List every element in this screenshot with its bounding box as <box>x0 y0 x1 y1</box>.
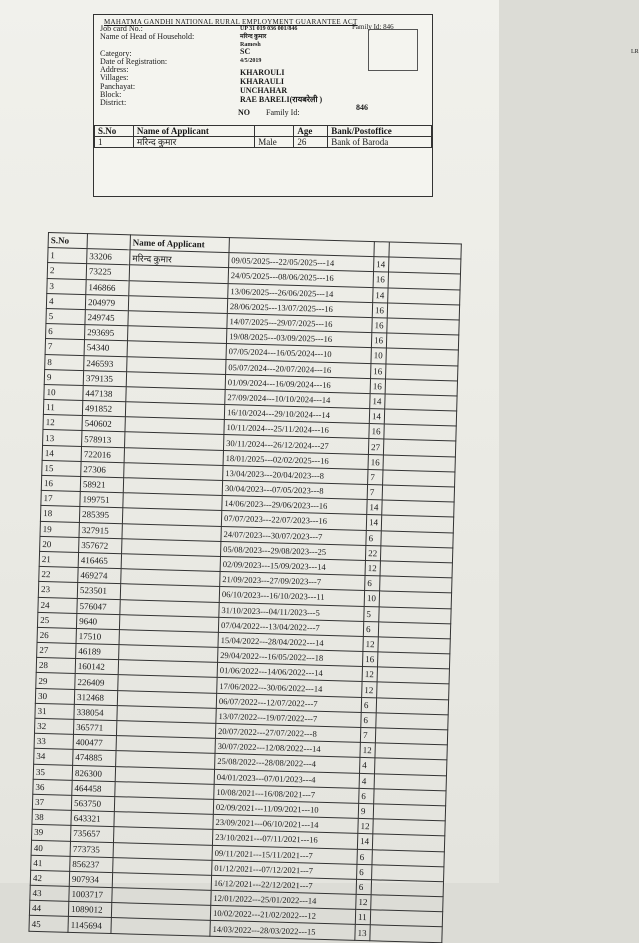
work-days: 6 <box>361 712 376 728</box>
work-job-no: 54340 <box>84 340 127 356</box>
work-job-no: 491852 <box>82 401 125 417</box>
work-sno: 39 <box>32 825 71 841</box>
work-job-no: 464458 <box>72 780 115 796</box>
work-period: 25/08/2022---28/08/2022---4 <box>215 754 360 773</box>
work-sno: 6 <box>46 324 85 340</box>
work-job-no: 1089012 <box>68 902 111 918</box>
work-period: 02/09/2021---11/09/2021---10 <box>213 799 358 818</box>
work-job-no: 469274 <box>78 568 121 584</box>
work-period: 06/10/2023---16/10/2023---11 <box>219 587 364 606</box>
work-sno: 2 <box>47 263 86 279</box>
work-job-no: 907934 <box>69 871 112 887</box>
work-job-no: 17510 <box>76 628 119 644</box>
work-period: 05/08/2023---29/08/2023---25 <box>221 541 366 560</box>
work-period: 28/06/2025---13/07/2025---16 <box>227 298 372 317</box>
work-days: 13 <box>355 925 370 941</box>
work-job-no: 327915 <box>79 522 122 538</box>
work-job-no: 246593 <box>84 355 127 371</box>
work-period: 19/08/2025---03/09/2025---16 <box>226 329 371 348</box>
family-id2-label: Family Id: <box>266 108 300 117</box>
field-value: मरिन्द कुमार <box>240 34 267 40</box>
work-sno: 27 <box>37 642 76 658</box>
work-job-no: 365771 <box>73 719 116 735</box>
work-sno: 34 <box>34 749 73 765</box>
header-cell: S.No <box>95 126 134 137</box>
work-sno: 7 <box>45 339 84 355</box>
work-sno: 24 <box>38 597 77 613</box>
work-sno: 30 <box>35 688 74 704</box>
work-job-no: 33206 <box>87 249 130 265</box>
work-period: 30/07/2022---12/08/2022---14 <box>215 739 360 758</box>
work-job-no: 578913 <box>82 431 125 447</box>
table-row <box>95 137 432 148</box>
work-days: 16 <box>362 652 377 668</box>
work-sno: 41 <box>31 855 70 871</box>
work-sno: 11 <box>43 400 82 416</box>
work-period: 12/01/2022---25/01/2022---14 <box>211 890 356 909</box>
work-period: 02/09/2023---15/09/2023---14 <box>220 556 365 575</box>
work-days: 11 <box>355 910 370 926</box>
work-job-no: 293695 <box>85 325 128 341</box>
applicant-gender: Male <box>255 137 294 148</box>
header-cell: Name of Applicant <box>130 235 229 253</box>
work-sno: 25 <box>37 612 76 628</box>
work-days: 16 <box>372 318 387 334</box>
work-days: 16 <box>369 424 384 440</box>
field-value: SC <box>240 47 251 56</box>
field-label: Panchayat: <box>100 82 136 91</box>
work-job-no: 773735 <box>70 841 113 857</box>
header-cell <box>374 242 389 258</box>
field-label: District: <box>100 98 127 107</box>
work-applicant-name <box>111 918 210 936</box>
work-days: 16 <box>371 363 386 379</box>
work-days: 6 <box>361 697 376 713</box>
work-job-no: 1003717 <box>69 886 112 902</box>
work-job-no: 357672 <box>79 537 122 553</box>
work-job-no: 146866 <box>86 279 129 295</box>
work-applicant-name: मरिन्द कुमार <box>130 250 229 268</box>
work-days: 16 <box>368 454 383 470</box>
field-value: Ramesh <box>240 42 261 48</box>
work-days: 6 <box>356 879 371 895</box>
no-label: NO <box>238 108 250 117</box>
work-period: 01/06/2022---14/06/2022---14 <box>217 663 362 682</box>
work-job-no: 285395 <box>79 507 122 523</box>
work-sno: 17 <box>41 491 80 507</box>
work-sno: 44 <box>29 901 68 917</box>
work-period: 07/05/2024---16/05/2024---10 <box>226 344 371 363</box>
work-days: 14 <box>357 834 372 850</box>
work-period: 10/02/2022---21/02/2022---12 <box>210 906 355 925</box>
field-value: KHARAULI <box>240 77 285 86</box>
work-period: 14/07/2025---29/07/2025---16 <box>227 313 372 332</box>
work-sno: 21 <box>39 551 78 567</box>
work-sno: 35 <box>33 764 72 780</box>
work-period: 01/09/2024---16/09/2024---16 <box>225 374 370 393</box>
work-job-no: 416465 <box>78 552 121 568</box>
work-days: 14 <box>369 409 384 425</box>
work-job-no: 523501 <box>77 583 120 599</box>
work-sno: 12 <box>43 415 82 431</box>
work-days: 6 <box>357 849 372 865</box>
work-job-no: 856237 <box>70 856 113 872</box>
work-sno: 38 <box>32 809 71 825</box>
work-days: 12 <box>362 667 377 683</box>
work-sno: 42 <box>30 870 69 886</box>
applicant-name: मरिन्द कुमार <box>133 137 254 148</box>
work-period: 29/04/2022---16/05/2022---18 <box>218 647 363 666</box>
header-cell: S.No <box>48 233 87 249</box>
work-period: 30/11/2024---26/12/2024---27 <box>223 435 368 454</box>
work-days: 10 <box>371 348 386 364</box>
family-id-label: Family Id: <box>352 23 382 31</box>
work-period: 04/01/2023---07/01/2023---4 <box>214 769 359 788</box>
field-label: Category: <box>100 49 132 58</box>
work-days: 14 <box>366 515 381 531</box>
work-job-no: 540602 <box>82 416 125 432</box>
field-value: 4/5/2019 <box>240 58 262 64</box>
work-period: 30/04/2023---07/05/2023---8 <box>222 480 367 499</box>
work-sno: 9 <box>44 369 83 385</box>
field-value: KHAROULI <box>240 68 285 77</box>
field-label: Block: <box>100 90 122 99</box>
work-period: 05/07/2024---20/07/2024---16 <box>226 359 371 378</box>
work-days: 16 <box>370 378 385 394</box>
field-label: Job card No.: <box>100 24 143 33</box>
work-period: 13/07/2022---19/07/2022---7 <box>216 708 361 727</box>
work-days: 12 <box>356 894 371 910</box>
work-job-no: 46189 <box>76 644 119 660</box>
photo-label: LR <box>631 49 639 55</box>
work-period: 23/09/2021---06/10/2021---14 <box>213 814 358 833</box>
field-label: Address: <box>100 65 129 74</box>
work-period: 17/06/2022---30/06/2022---14 <box>217 678 362 697</box>
work-job-no: 9640 <box>76 613 119 629</box>
work-job-no: 312468 <box>74 689 117 705</box>
work-days: 6 <box>357 864 372 880</box>
work-job-no: 73225 <box>86 264 129 280</box>
work-period: 24/07/2023---30/07/2023---7 <box>221 526 366 545</box>
work-sno: 13 <box>43 430 82 446</box>
work-sno: 3 <box>47 278 86 294</box>
work-sno: 22 <box>39 567 78 583</box>
work-sno: 8 <box>45 354 84 370</box>
work-job-no: 826300 <box>72 765 115 781</box>
work-job-no: 722016 <box>81 446 124 462</box>
work-period: 15/04/2022---28/04/2022---14 <box>218 632 363 651</box>
work-days: 6 <box>365 576 380 592</box>
work-job-no: 204979 <box>85 294 128 310</box>
work-period: 24/05/2025---08/06/2025---16 <box>228 268 373 287</box>
photo-box <box>368 29 639 71</box>
header-cell: Name of Applicant <box>133 126 254 137</box>
field-value: UNCHAHAR <box>240 86 288 95</box>
work-job-no: 563750 <box>71 795 114 811</box>
work-sno: 33 <box>34 734 73 750</box>
field-value: RAE BARELI(रायबरेली ) <box>240 95 323 104</box>
work-days: 6 <box>363 621 378 637</box>
job-card <box>93 14 639 197</box>
header-cell: Age <box>294 126 328 137</box>
work-table <box>28 232 461 943</box>
work-sno: 18 <box>40 506 79 522</box>
work-job-no: 474885 <box>73 750 116 766</box>
table-header-row <box>95 126 432 137</box>
work-days: 14 <box>373 287 388 303</box>
work-period: 14/06/2023---29/06/2023---16 <box>222 496 367 515</box>
work-sno: 43 <box>30 885 69 901</box>
field-label: Villages: <box>100 73 129 82</box>
work-days: 12 <box>363 636 378 652</box>
work-period: 23/10/2021---07/11/2021---16 <box>212 830 357 849</box>
work-days: 12 <box>362 682 377 698</box>
work-sno: 1 <box>48 248 87 264</box>
work-period: 21/09/2023---27/09/2023---7 <box>220 572 365 591</box>
header-cell: Bank/Postoffice <box>328 126 432 137</box>
work-days: 7 <box>360 727 375 743</box>
work-days: 7 <box>368 469 383 485</box>
work-days: 16 <box>373 272 388 288</box>
work-days: 12 <box>365 560 380 576</box>
work-sno: 23 <box>38 582 77 598</box>
work-period: 07/07/2023---22/07/2023---16 <box>221 511 366 530</box>
work-job-no: 1145694 <box>68 917 111 933</box>
work-period: 31/10/2023---04/11/2023---5 <box>219 602 364 621</box>
work-job-no: 576047 <box>77 598 120 614</box>
work-sno: 15 <box>42 460 81 476</box>
work-days: 12 <box>358 819 373 835</box>
work-sno: 4 <box>46 293 85 309</box>
field-value: UP 31 019 036 001/846 <box>240 26 298 32</box>
field-label: Date of Registration: <box>100 57 168 66</box>
work-days: 4 <box>360 758 375 774</box>
work-job-no: 447138 <box>83 385 126 401</box>
work-sno: 29 <box>36 673 75 689</box>
work-period: 27/09/2024---10/10/2024---14 <box>225 389 370 408</box>
work-period: 16/10/2024---29/10/2024---14 <box>224 405 369 424</box>
work-job-no: 735657 <box>71 826 114 842</box>
work-job-no: 199751 <box>80 492 123 508</box>
work-job-no: 160142 <box>75 659 118 675</box>
work-period: 16/12/2021---22/12/2021---7 <box>211 875 356 894</box>
work-days: 16 <box>371 333 386 349</box>
applicant-age: 26 <box>294 137 328 148</box>
work-days: 16 <box>372 302 387 318</box>
work-days: 12 <box>360 743 375 759</box>
field-label: Name of Head of Household: <box>100 32 195 41</box>
applicant-sno: 1 <box>95 137 134 148</box>
work-period: 13/04/2023---20/04/2023---8 <box>223 465 368 484</box>
work-sno: 26 <box>37 627 76 643</box>
work-period: 13/06/2025---26/06/2025---14 <box>228 283 373 302</box>
work-sno: 31 <box>35 703 74 719</box>
work-job-no: 400477 <box>73 735 116 751</box>
header-cell <box>87 234 130 250</box>
work-sno: 36 <box>33 779 72 795</box>
family-id-value: 846 <box>383 23 394 31</box>
work-sno: 20 <box>40 536 79 552</box>
work-job-no: 249745 <box>85 310 128 326</box>
work-days: 14 <box>370 393 385 409</box>
work-days: 10 <box>364 591 379 607</box>
header-cell <box>255 126 294 137</box>
work-sno: 28 <box>36 658 75 674</box>
work-period: 10/11/2024---25/11/2024---16 <box>224 420 369 439</box>
work-period: 14/03/2022---28/03/2022---15 <box>210 921 355 940</box>
work-sno: 32 <box>34 718 73 734</box>
work-job-no: 643321 <box>71 811 114 827</box>
work-period: 07/04/2022---13/04/2022---7 <box>218 617 363 636</box>
work-job-no: 379135 <box>83 370 126 386</box>
work-sno: 14 <box>42 445 81 461</box>
work-days: 14 <box>374 257 389 273</box>
work-period: 20/07/2022---27/07/2022---8 <box>215 723 360 742</box>
work-sno: 37 <box>32 794 71 810</box>
work-days: 27 <box>368 439 383 455</box>
work-period: 18/01/2025---02/02/2025---16 <box>223 450 368 469</box>
work-days: 4 <box>359 773 374 789</box>
work-days: 5 <box>364 606 379 622</box>
work-days: 6 <box>366 530 381 546</box>
work-period: 01/12/2021---07/12/2021---7 <box>212 860 357 879</box>
work-days: 6 <box>359 788 374 804</box>
work-days: 9 <box>358 803 373 819</box>
work-days: 14 <box>367 500 382 516</box>
work-sno: 19 <box>40 521 79 537</box>
work-sno: 16 <box>41 475 80 491</box>
work-days: 7 <box>367 485 382 501</box>
work-job-no: 338054 <box>74 704 117 720</box>
work-period: 10/08/2021---16/08/2021---7 <box>214 784 359 803</box>
work-sno: 40 <box>31 840 70 856</box>
work-sno: 5 <box>46 308 85 324</box>
work-sno: 45 <box>29 916 68 932</box>
work-period: 09/11/2021---15/11/2021---7 <box>212 845 357 864</box>
work-period: 06/07/2022---12/07/2022---7 <box>216 693 361 712</box>
work-job-no: 226409 <box>75 674 118 690</box>
work-days: 22 <box>365 545 380 561</box>
work-job-no: 58921 <box>80 477 123 493</box>
work-sno: 10 <box>44 384 83 400</box>
applicant-table <box>94 125 432 148</box>
family-id2-value: 846 <box>356 103 368 112</box>
work-job-no: 27306 <box>81 461 124 477</box>
work-empty <box>370 925 442 942</box>
work-period: 09/05/2025---22/05/2025---14 <box>229 253 374 272</box>
applicant-bank: Bank of Baroda <box>328 137 432 148</box>
card-title: MAHATMA GANDHI NATIONAL RURAL EMPLOYMENT GUARANTEE ACT <box>104 18 358 26</box>
